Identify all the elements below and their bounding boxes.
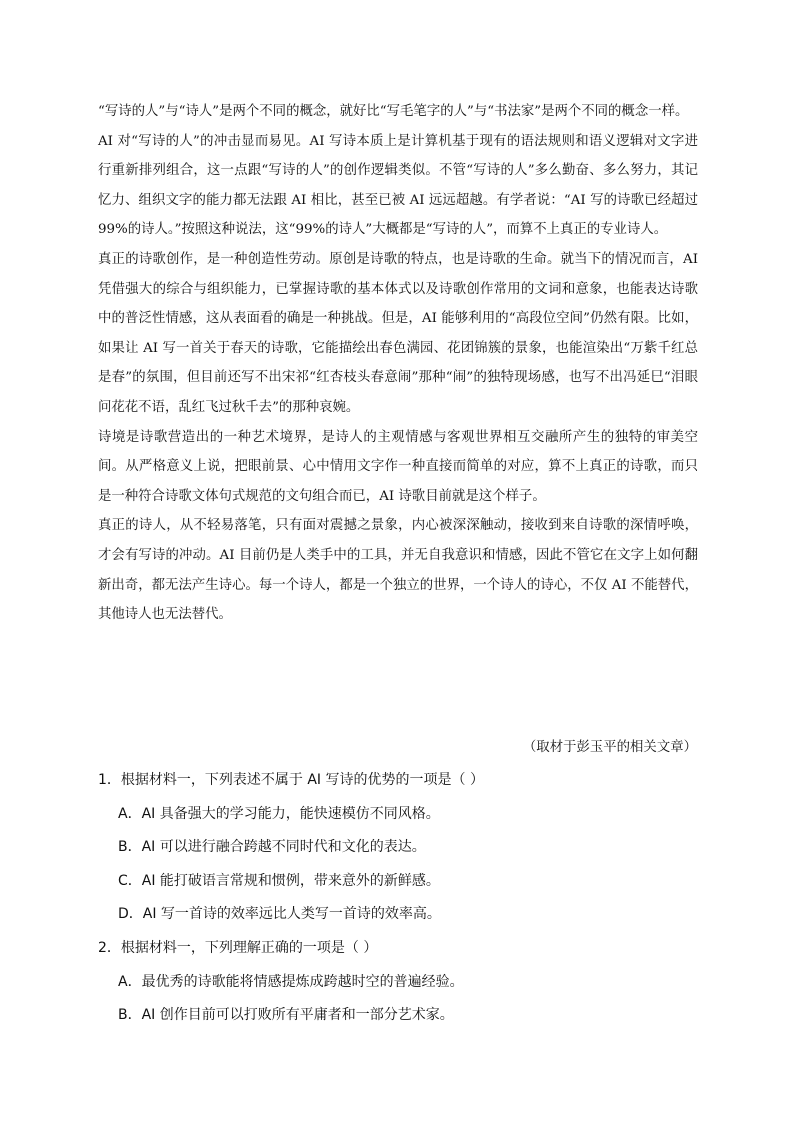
option-a: A．AI 具备强大的学习能力，能快速模仿不同风格。 bbox=[118, 805, 440, 822]
reading-passage bbox=[98, 97, 698, 630]
option-b: B．AI 创作目前可以打败所有平庸者和一部分艺术家。 bbox=[118, 1007, 454, 1024]
passage-paragraph: “写诗的人”与“诗人”是两个不同的概念，就好比“写毛笔字的人”与“书法家”是两个不同的概念一样。 bbox=[98, 104, 689, 119]
question-2 bbox=[98, 932, 698, 1033]
option-a: A．最优秀的诗歌能将情感提炼成跨越时空的普遍经验。 bbox=[118, 973, 464, 990]
question-stem: 1．根据材料一，下列表述不属于 AI 写诗的优势的一项是（ ） bbox=[98, 772, 484, 788]
passage-paragraph: AI 对“写诗的人”的冲击显而易见。AI 写诗本质上是计算机基于现有的语法规则和语义逻辑对文字进行重新排列组合，这一点跟“写诗的人”的创作逻辑类似。不管“写诗的人”多么勤奋、多么努力，其记忆力、组织文字的能力都无法跟 AI 相比，甚至已被 AI 远远超越。有学者说：“AI 写的诗歌已经超过 99%的诗人。”按照这种说法，这“99%的诗人”大概都是“写诗的人”，而算不上真正的专业诗人。 bbox=[98, 133, 698, 238]
question-1 bbox=[98, 764, 698, 932]
passage-paragraph: 真正的诗人，从不轻易落笔，只有面对震撼之景象，内心被深深触动，接收到来自诗歌的深情呼唤，才会有写诗的冲动。AI 目前仍是人类手中的工具，并无自我意识和情感，因此不管它在文字上如何翻新出奇，都无法产生诗心。每一个诗人，都是一个独立的世界，一个诗人的诗心，不仅 AI 不能替代，其他诗人也无法替代。 bbox=[98, 518, 698, 623]
question-stem: 2．根据材料一，下列理解正确的一项是（ ） bbox=[98, 939, 378, 956]
option-b: B．AI 可以进行融合跨越不同时代和文化的表达。 bbox=[118, 839, 426, 856]
option-d: D．AI 写一首诗的效率远比人类写一首诗的效率高。 bbox=[118, 906, 441, 923]
passage-source: （取材于彭玉平的相关文章） bbox=[522, 740, 697, 755]
option-c: C．AI 能打破语言常规和惯例，带来意外的新鲜感。 bbox=[118, 872, 440, 889]
passage-paragraph: 诗境是诗歌营造出的一种艺术境界，是诗人的主观情感与客观世界相互交融所产生的独特的审美空间。从严格意义上说，把眼前景、心中情用文字作一种直接而简单的对应，算不上真正的诗歌，而只是一种符合诗歌文体句式规范的文句组合而已，AI 诗歌目前就是这个样子。 bbox=[98, 429, 698, 504]
question-list bbox=[98, 764, 698, 1033]
passage-paragraph: 真正的诗歌创作，是一种创造性劳动。原创是诗歌的特点，也是诗歌的生命。就当下的情况而言，AI 凭借强大的综合与组织能力，已掌握诗歌的基本体式以及诗歌创作常用的文词和意象，也能表达诗歌中的普泛性情感，这从表面看的确是一种挑战。但是，AI 能够利用的“高段位空间”仍然有限。比如，如果让 AI 写一首关于春天的诗歌，它能描绘出春色满园、花团锦簇的景象，也能渲染出“万紫千红总是春”的氛围，但目前还写不出宋祁“红杏枝头春意闹”那种“闹”的独特现场感，也写不出冯延巳“泪眼问花花不语，乱红飞过秋千去”的那种哀婉。 bbox=[98, 251, 698, 415]
